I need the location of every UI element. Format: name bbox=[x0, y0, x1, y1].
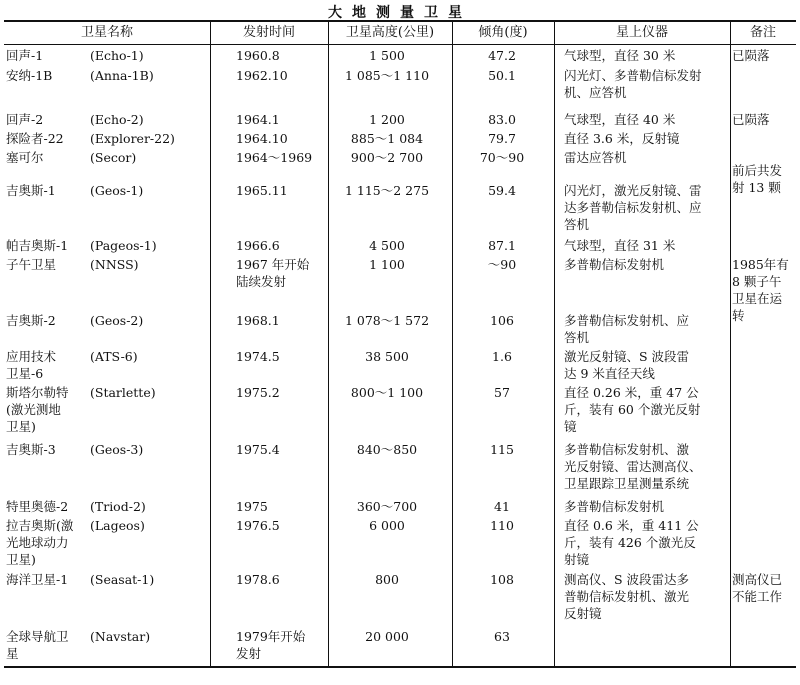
inclination: 108 bbox=[490, 572, 514, 587]
header-remarks: 备注 bbox=[749, 25, 776, 40]
header-inclination: 倾角(度) bbox=[478, 25, 528, 40]
satellite-chinese-name: 吉奥斯-2 bbox=[6, 313, 56, 328]
satellite-english-name: (Triod-2) bbox=[90, 499, 146, 514]
altitude: 840～850 bbox=[356, 442, 418, 457]
altitude: 885～1 084 bbox=[350, 131, 424, 146]
column-divider bbox=[730, 22, 731, 666]
satellite-english-name: (Echo-2) bbox=[90, 112, 144, 127]
satellite-english-name: (Geos-2) bbox=[90, 313, 144, 328]
header-altitude: 卫星高度(公里) bbox=[345, 25, 435, 40]
launch-date: 1964.10 bbox=[236, 131, 288, 146]
satellite-chinese-name: 全球导航卫 星 bbox=[6, 629, 69, 661]
satellite-english-name: (Navstar) bbox=[90, 629, 151, 644]
launch-date: 1964～1969 bbox=[236, 150, 313, 165]
inclination: 110 bbox=[490, 518, 514, 533]
remarks: 前后共发 射 13 颗 bbox=[732, 163, 783, 195]
satellite-english-name: (Geos-1) bbox=[90, 183, 144, 198]
altitude: 4 500 bbox=[369, 238, 405, 253]
instruments: 雷达应答机 bbox=[564, 150, 627, 165]
inclination: 50.1 bbox=[488, 68, 516, 83]
header-satellite-name: 卫星名称 bbox=[80, 25, 133, 40]
inclination: 41 bbox=[494, 499, 510, 514]
satellite-chinese-name: 拉吉奥斯(激 光地球动力 卫星) bbox=[6, 518, 74, 567]
launch-date: 1966.6 bbox=[236, 238, 280, 253]
column-divider bbox=[210, 22, 211, 666]
remarks: 测高仪已 不能工作 bbox=[732, 572, 783, 604]
instruments: 气球型，直径 31 米 bbox=[564, 238, 676, 253]
altitude: 6 000 bbox=[369, 518, 405, 533]
altitude: 1 200 bbox=[369, 112, 405, 127]
satellite-chinese-name: 回声-1 bbox=[6, 48, 44, 63]
remarks: 已陨落 bbox=[732, 112, 770, 127]
satellite-chinese-name: 安纳-1B bbox=[6, 68, 53, 83]
instruments: 多普勒信标发射机、应 答机 bbox=[564, 313, 690, 345]
altitude: 1 100 bbox=[369, 257, 405, 272]
satellite-english-name: (Geos-3) bbox=[90, 442, 144, 457]
geodetic-satellite-table bbox=[4, 20, 796, 668]
satellite-chinese-name: 子午卫星 bbox=[6, 257, 57, 272]
instruments: 多普勒信标发射机、激 光反射镜、雷达测高仪、 卫星跟踪卫星测量系统 bbox=[564, 442, 702, 491]
launch-date: 1978.6 bbox=[236, 572, 280, 587]
instruments: 直径 3.6 米，反射镜 bbox=[564, 131, 680, 146]
launch-date: 1979年开始 发射 bbox=[236, 629, 306, 661]
altitude: 900～2 700 bbox=[350, 150, 424, 165]
instruments: 多普勒信标发射机 bbox=[564, 257, 665, 272]
instruments: 多普勒信标发射机 bbox=[564, 499, 665, 514]
launch-date: 1965.11 bbox=[236, 183, 288, 198]
launch-date: 1960.8 bbox=[236, 48, 280, 63]
launch-date: 1968.1 bbox=[236, 313, 280, 328]
inclination: 70～90 bbox=[479, 150, 525, 165]
satellite-chinese-name: 塞可尔 bbox=[6, 150, 44, 165]
remarks: 1985年有 8 颗子午 卫星在运 转 bbox=[732, 257, 789, 323]
satellite-english-name: (Anna-1B) bbox=[90, 68, 154, 83]
inclination: 47.2 bbox=[488, 48, 516, 63]
inclination: 59.4 bbox=[488, 183, 516, 198]
inclination: 87.1 bbox=[488, 238, 516, 253]
satellite-chinese-name: 海洋卫星-1 bbox=[6, 572, 69, 587]
launch-date: 1967 年开始 陆续发射 bbox=[236, 257, 310, 289]
altitude: 800～1 100 bbox=[350, 385, 424, 400]
satellite-english-name: (Seasat-1) bbox=[90, 572, 155, 587]
satellite-english-name: (Explorer-22) bbox=[90, 131, 175, 146]
header-instruments: 星上仪器 bbox=[615, 25, 668, 40]
satellite-english-name: (Lageos) bbox=[90, 518, 145, 533]
instruments: 直径 0.26 米，重 47 公 斤，装有 60 个激光反射 镜 bbox=[564, 385, 701, 434]
launch-date: 1975.4 bbox=[236, 442, 280, 457]
inclination: 83.0 bbox=[488, 112, 516, 127]
inclination: 1.6 bbox=[492, 349, 512, 364]
altitude: 360～700 bbox=[356, 499, 418, 514]
satellite-chinese-name: 应用技术 卫星-6 bbox=[6, 349, 57, 381]
satellite-chinese-name: 探险者-22 bbox=[6, 131, 64, 146]
satellite-english-name: (Secor) bbox=[90, 150, 137, 165]
altitude: 1 078～1 572 bbox=[344, 313, 430, 328]
satellite-chinese-name: 吉奥斯-3 bbox=[6, 442, 56, 457]
instruments: 闪光灯、多普勒信标发射 机、应答机 bbox=[564, 68, 702, 100]
instruments: 直径 0.6 米，重 411 公 斤，装有 426 个激光反 射镜 bbox=[564, 518, 699, 567]
altitude: 20 000 bbox=[365, 629, 409, 644]
altitude: 1 115～2 275 bbox=[344, 183, 430, 198]
satellite-english-name: (ATS-6) bbox=[90, 349, 138, 364]
instruments: 激光反射镜、S 波段雷 达 9 米直径天线 bbox=[564, 349, 690, 381]
launch-date: 1976.5 bbox=[236, 518, 280, 533]
satellite-chinese-name: 斯塔尔勒特 (激光测地 卫星) bbox=[6, 385, 69, 434]
satellite-chinese-name: 回声-2 bbox=[6, 112, 44, 127]
launch-date: 1975 bbox=[236, 499, 268, 514]
inclination: 79.7 bbox=[488, 131, 516, 146]
altitude: 38 500 bbox=[365, 349, 409, 364]
launch-date: 1974.5 bbox=[236, 349, 280, 364]
inclination: 63 bbox=[494, 629, 510, 644]
inclination: 106 bbox=[490, 313, 514, 328]
instruments: 测高仪、S 波段雷达多 普勒信标发射机、激光 反射镜 bbox=[564, 572, 690, 621]
inclination: ～90 bbox=[487, 257, 517, 272]
satellite-english-name: (Starlette) bbox=[90, 385, 156, 400]
launch-date: 1964.1 bbox=[236, 112, 280, 127]
table-title: 大地测量卫星 bbox=[328, 5, 472, 21]
header-launch-date: 发射时间 bbox=[242, 25, 295, 40]
satellite-english-name: (NNSS) bbox=[90, 257, 139, 272]
inclination: 115 bbox=[490, 442, 514, 457]
satellite-english-name: (Pageos-1) bbox=[90, 238, 157, 253]
satellite-chinese-name: 吉奥斯-1 bbox=[6, 183, 56, 198]
column-divider bbox=[554, 22, 555, 666]
launch-date: 1962.10 bbox=[236, 68, 288, 83]
inclination: 57 bbox=[494, 385, 510, 400]
satellite-chinese-name: 特里奥德-2 bbox=[6, 499, 69, 514]
satellite-english-name: (Echo-1) bbox=[90, 48, 144, 63]
launch-date: 1975.2 bbox=[236, 385, 280, 400]
instruments: 气球型，直径 40 米 bbox=[564, 112, 676, 127]
instruments: 气球型，直径 30 米 bbox=[564, 48, 676, 63]
altitude: 1 085～1 110 bbox=[344, 68, 430, 83]
altitude: 1 500 bbox=[369, 48, 405, 63]
altitude: 800 bbox=[375, 572, 399, 587]
instruments: 闪光灯，激光反射镜、雷 达多普勒信标发射机、应 答机 bbox=[564, 183, 702, 232]
table-header bbox=[4, 22, 796, 45]
remarks: 已陨落 bbox=[732, 48, 770, 63]
satellite-chinese-name: 帕吉奥斯-1 bbox=[6, 238, 69, 253]
